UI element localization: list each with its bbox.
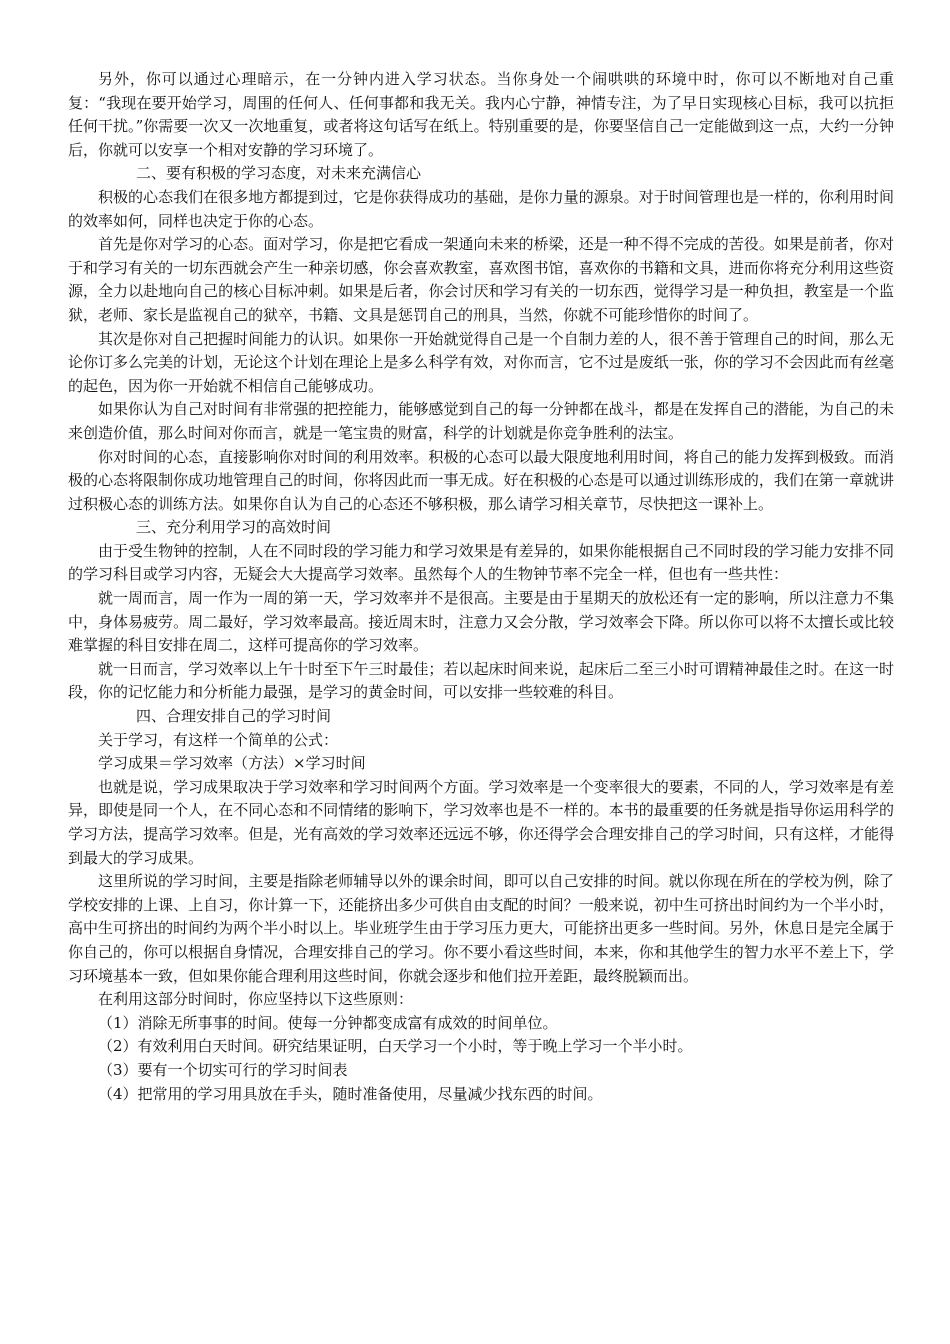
section-4-paragraph: 这里所说的学习时间，主要是指除老师辅导以外的课余时间，即可以自己安排的时间。就以你现在所在的学校为例，除了学校安排的上课、上自习，你计算一下，还能挤出多少可供自由支配的时间？一般来说，初中生可挤出时间约为一个半小时，高中生可挤出的时间约为两个半小时以上。毕业班学生由于学习压力更大，可能挤出更多一些时间。另外，休息日是完全属于你自己的，你可以根据自身情况，合理安排自己的学习。你不要小看这些时间，本来，你和其他学生的智力水平不差上下，学习环境基本一致，但如果你能合理利用这些时间，你就会逐步和他们拉开差距，最终脱颖而出。 (68, 872, 894, 985)
list-item: （4）把常用的学习用具放在手头，随时准备使用，尽量减少找东西的时间。 (98, 1084, 603, 1103)
section-2-paragraph: 其次是你对自己把握时间能力的认识。如果你一开始就觉得自己是一个自制力差的人，很不善于管理自己的时间，那么无论你订多么完美的计划，无论这个计划在理论上是多么科学有效，对你而言，它不过是废纸一张，你的学习不会因此而有丝毫的起色，因为你一开始就不相信自己能够成功。 (68, 329, 894, 395)
list-item: （1）消除无所事事的时间。使每一分钟都变成富有成效的时间单位。 (98, 1013, 558, 1032)
section-2-paragraph: 你对时间的心态，直接影响你对时间的利用效率。积极的心态可以最大限度地利用时间，将自己的能力发挥到极致。而消极的心态将限制你成功地管理自己的时间，你将因此而一事无成。好在积极的心态是可以通过训练形成的，我们在第一章就讲过积极心态的训练方法。如果你自认为自己的心态还不够积极，那么请学习相关章节，尽快把这一课补上。 (68, 447, 894, 513)
list-item: （2）有效利用白天时间。研究结果证明，白天学习一个小时，等于晚上学习一个半小时。 (98, 1037, 693, 1056)
section-2-paragraph: 如果你认为自己对时间有非常强的把控能力，能够感觉到自己的每一分钟都在战斗，都是在发挥自己的潜能，为自己的未来创造价值，那么时间对你而言，就是一笔宝贵的财富，科学的计划就是你竞争胜利的法宝。 (68, 400, 894, 442)
section-4-paragraph: 在利用这部分时间时，你应坚持以下这些原则： (98, 990, 414, 1009)
section-3-heading: 三、充分利用学习的高效时间 (136, 518, 332, 537)
section-3-paragraph: 就一周而言，周一作为一周的第一天，学习效率并不是很高。主要是由于星期天的放松还有一定的影响，所以注意力不集中，身体易疲劳。周二最好，学习效率最高。接近周末时，注意力又会分散，学习效率会下降。所以你可以将不太擅长或比较难掌握的科目安排在周二，这样可提高你的学习效率。 (68, 589, 894, 655)
list-item: （3）要有一个切实可行的学习时间表 (98, 1060, 348, 1079)
document-page (68, 68, 894, 1106)
section-4-paragraph: 也就是说，学习成果取决于学习效率和学习时间两个方面。学习效率是一个变率很大的要素，不同的人，学习效率是有差异，即使是同一个人，在不同心态和不同情绪的影响下，学习效率也是不一样的。本书的最重要的任务就是指导你运用科学的学习方法，提高学习效率。但是，光有高效的学习效率还远远不够，你还得学会合理安排自己的学习时间，只有这样，才能得到最大的学习成果。 (68, 777, 894, 867)
principles-list (68, 1012, 894, 1106)
section-2-paragraph: 积极的心态我们在很多地方都提到过，它是你获得成功的基础，是你力量的源泉。对于时间管理也是一样的，你利用时间的效率如何，同样也决定于你的心态。 (68, 187, 894, 230)
formula-line: 学习成果＝学习效率（方法）×学习时间 (98, 754, 366, 773)
intro-paragraph: 另外，你可以通过心理暗示，在一分钟内进入学习状态。当你身处一个闹哄哄的环境中时，你可以不断地对自己重复：“我现在要开始学习，周围的任何人、任何事都和我无关。我内心宁静，神情专注，为了早日实现核心目标，我可以抗拒任何干扰。”你需要一次又一次地重复，或者将这句话写在纸上。特别重要的是，你要坚信自己一定能做到这一点，大约一分钟后，你就可以安享一个相对安静的学习环境了。 (68, 70, 894, 159)
section-2-paragraph: 首先是你对学习的心态。面对学习，你是把它看成一架通向未来的桥梁，还是一种不得不完成的苦役。如果是前者，你对于和学习有关的一切东西就会产生一种亲切感，你会喜欢教室，喜欢图书馆，喜欢你的书籍和文具，进而你将充分利用这些资源，全力以赴地向自己的核心目标冲刺。如果是后者，你会讨厌和学习有关的一切东西，觉得学习是一种负担，教室是一个监狱，老师、家长是监视自己的狱卒，书籍、文具是惩罚自己的刑具，当然，你就不可能珍惜你的时间了。 (68, 235, 894, 324)
section-4-paragraph: 关于学习，有这样一个简单的公式： (98, 730, 339, 749)
section-4-heading: 四、合理安排自己的学习时间 (136, 707, 332, 726)
section-2-heading: 二、要有积极的学习态度，对未来充满信心 (136, 164, 422, 183)
section-3-paragraph: 由于受生物钟的控制，人在不同时段的学习能力和学习效果是有差异的，如果你能根据自己不同时段的学习能力安排不同的学习科目或学习内容，无疑会大大提高学习效率。虽然每个人的生物钟节率不完全一样，但也有一些共性： (68, 541, 894, 584)
section-3-paragraph: 就一日而言，学习效率以上午十时至下午三时最佳；若以起床时间来说，起床后二至三小时可谓精神最佳之时。在这一时段，你的记忆能力和分析能力最强，是学习的黄金时间，可以安排一些较难的科目。 (68, 659, 894, 702)
